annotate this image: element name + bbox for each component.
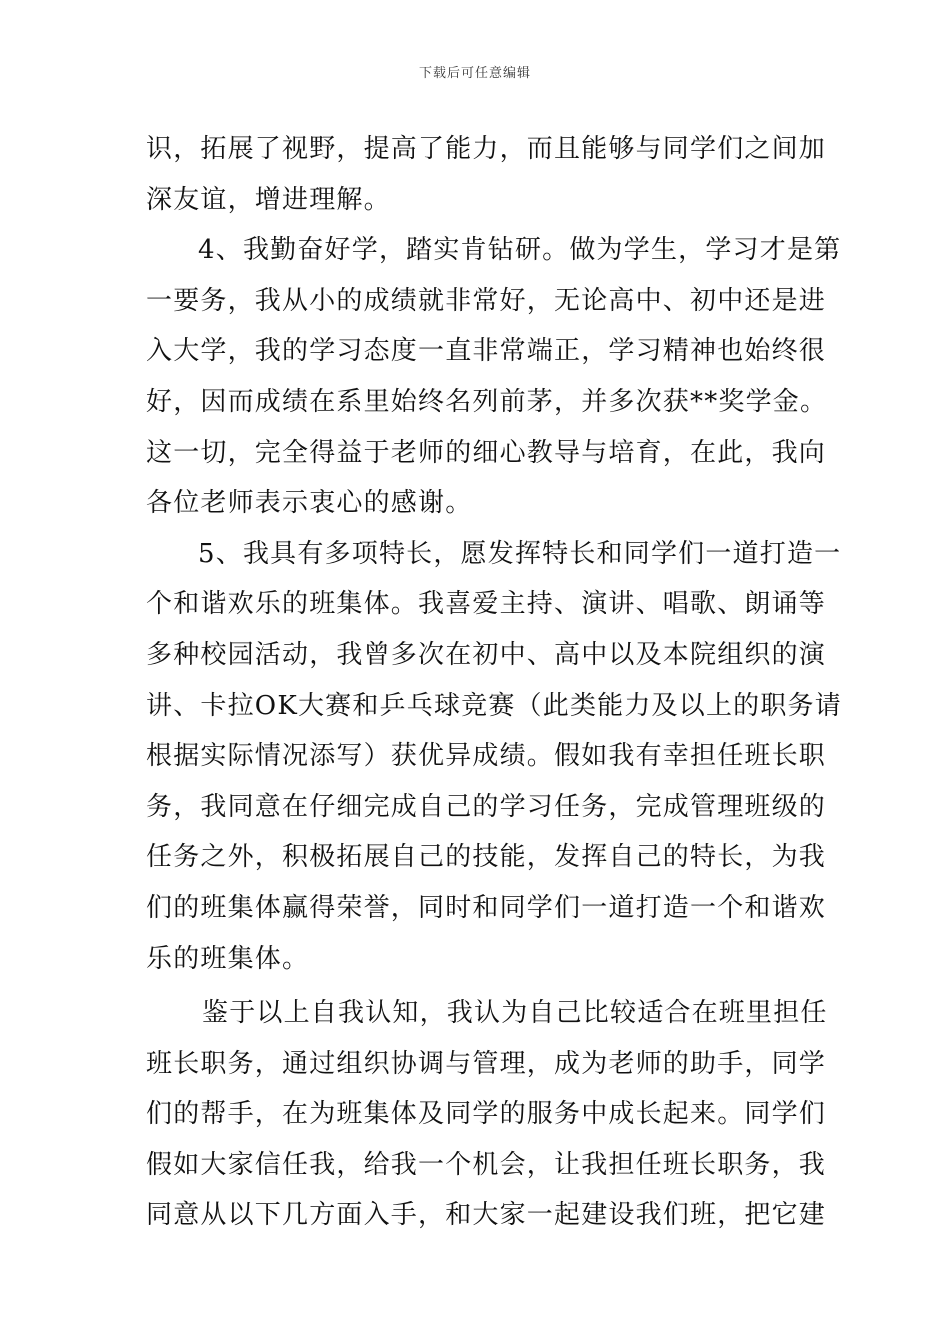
text-line: 任务之外，积极拓展自己的技能，发挥自己的特长，为我 [146,842,827,873]
text-line: 讲、卡拉OK大赛和乒乓球竞赛（此类能力及以上的职务请 [146,690,842,721]
text-line: 好，因而成绩在系里始终名列前茅，并多次获**奖学金。 [146,386,828,417]
text-line: 多种校园活动，我曾多次在初中、高中以及本院组织的演 [146,639,827,670]
text-line: 班长职务，通过组织协调与管理，成为老师的助手，同学 [146,1048,827,1079]
text-line: 识，拓展了视野，提高了能力，而且能够与同学们之间加 [146,134,827,164]
paragraph-start: 4、我勤奋好学，踏实肯钻研。做为学生，学习才是第 [198,235,842,266]
paragraph-start: 鉴于以上自我认知，我认为自己比较适合在班里担任 [202,998,828,1029]
text-line: 入大学，我的学习态度一直非常端正，学习精神也始终很 [146,336,827,367]
page-header: 下载后可任意编辑 [418,66,531,81]
text-line: 各位老师表示衷心的感谢。 [146,488,473,519]
text-line: 乐的班集体。 [146,943,310,974]
paragraph-start: 5、我具有多项特长，愿发挥特长和同学们一道打造一 [198,538,842,569]
text-line: 务，我同意在仔细完成自己的学习任务，完成管理班级的 [146,791,827,822]
text-line: 们的班集体赢得荣誉，同时和同学们一道打造一个和谐欢 [146,892,827,923]
text-line: 一要务，我从小的成绩就非常好，无论高中、初中还是进 [146,285,827,316]
text-line: 深友谊，增进理解。 [146,184,391,215]
text-line: 个和谐欢乐的班集体。我喜爱主持、演讲、唱歌、朗诵等 [146,589,827,620]
document-body [146,124,842,1241]
text-line: 根据实际情况添写）获优异成绩。假如我有幸担任班长职 [146,741,827,772]
text-line: 们的帮手，在为班集体及同学的服务中成长起来。同学们 [146,1099,827,1130]
text-line: 这一切，完全得益于老师的细心教导与培育，在此，我向 [146,437,827,468]
text-line: 假如大家信任我，给我一个机会，让我担任班长职务，我 [146,1149,827,1180]
text-line: 同意从以下几方面入手，和大家一起建设我们班，把它建 [146,1200,827,1231]
